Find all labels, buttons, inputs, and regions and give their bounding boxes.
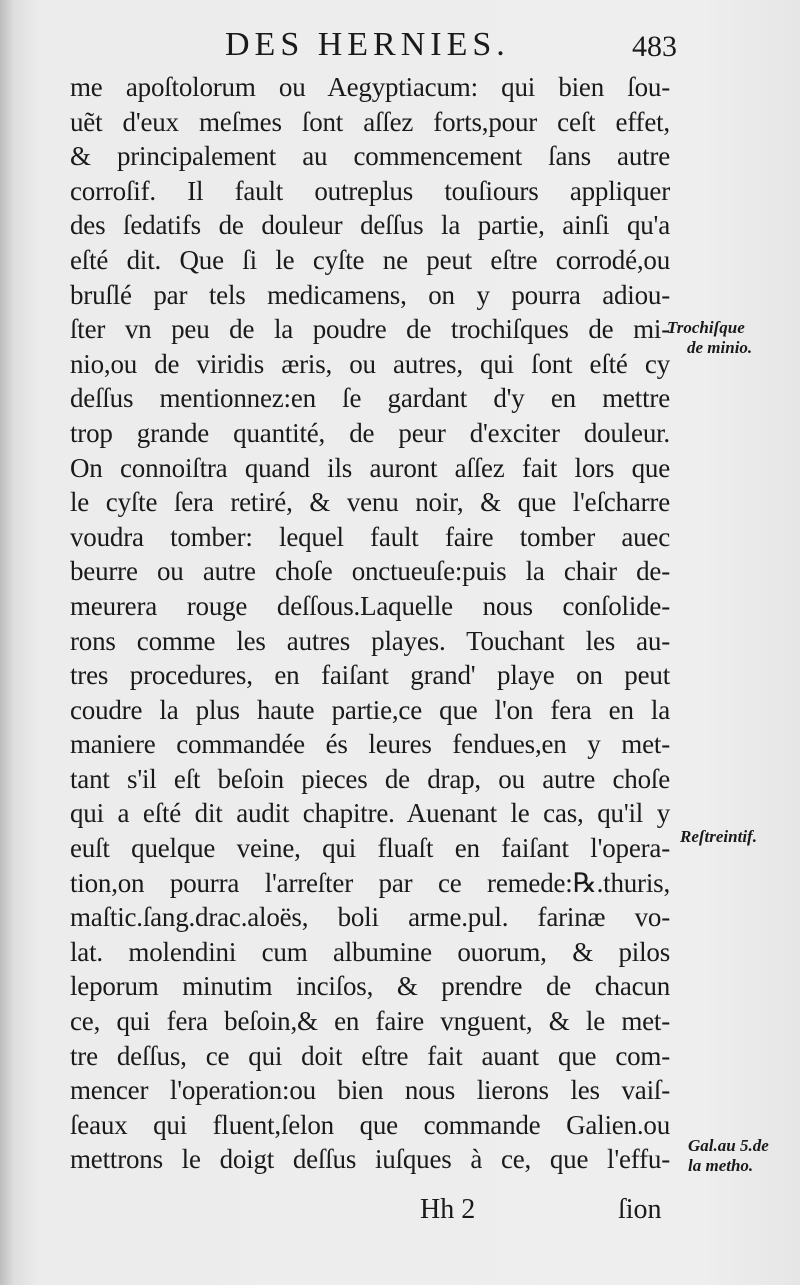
page-number: 483: [632, 30, 677, 63]
page-footer: [0, 1190, 800, 1230]
margin-note-line: Reſtreintif.: [680, 827, 757, 846]
text-line: corroſif. Il fault outreplus touſiours appliquer: [70, 175, 670, 206]
text-line: euſt quelque veine, qui fluaſt en faiſant l'opera-: [70, 833, 670, 864]
main-text-block: [70, 70, 670, 1177]
text-line: qui a eſté dit audit chapitre. Auenant le cas, qu'il y: [70, 798, 670, 829]
text-line: mencer l'operation:ou bien nous lierons les vaiſ-: [70, 1075, 670, 1106]
text-line: des ſedatifs de douleur deſſus la partie, ainſi qu'a: [70, 210, 670, 241]
margin-note-line: la metho.: [688, 1156, 754, 1175]
text-line: mettrons le doigt deſſus iuſques à ce, que l'effu-: [70, 1144, 670, 1175]
margin-note-line: Trochiſque: [667, 318, 745, 337]
text-line: coudre la plus haute partie,ce que l'on fera en la: [70, 694, 670, 725]
text-line: tre deſſus, ce qui doit eſtre fait auant que com-: [70, 1040, 670, 1071]
text-line: rons comme les autres playes. Touchant les au-: [70, 625, 670, 656]
text-line: tion,on pourra l'arreſter par ce remede:℞.thuris,: [70, 867, 670, 898]
text-line: eſté dit. Que ſi le cyſte ne peut eſtre corrodé,ou: [70, 244, 670, 275]
text-line: ſeaux qui fluent,ſelon que commande Galien.ou: [70, 1109, 670, 1140]
text-line: trop grande quantité, de peur d'exciter douleur.: [70, 417, 670, 448]
text-line: maniere commandée és leures fendues,en y met-: [70, 729, 670, 760]
text-line: tres procedures, en faiſant grand' playe on peut: [70, 660, 670, 691]
text-line: On connoiſtra quand ils auront aſſez fait lors que: [70, 452, 670, 483]
text-line: beurre ou autre choſe onctueuſe:puis la chair de-: [70, 556, 670, 587]
text-line: & principalement au commencement ſans autre: [70, 141, 670, 172]
catchword: ſion: [618, 1194, 662, 1225]
text-line: bruſlé par tels medicamens, on y pourra adiou-: [70, 279, 670, 310]
text-line: ce, qui fera beſoin,& en faire vnguent, & le met-: [70, 1006, 670, 1037]
text-line: ſter vn peu de la poudre de trochiſques de mi-: [70, 314, 670, 345]
text-line: le cyſte ſera retiré, & venu noir, & que l'eſcharre: [70, 487, 670, 518]
text-line: lat. molendini cum albumine ouorum, & pilos: [70, 936, 670, 967]
text-line: nio,ou de viridis æris, ou autres, qui ſont eſté cy: [70, 348, 670, 379]
text-line: maſtic.ſang.drac.aloës, boli arme.pul. farinæ vo-: [70, 902, 670, 933]
text-line: me apoſtolorum ou Aegyptiacum: qui bien ſou-: [70, 72, 670, 102]
running-title: DES HERNIES.: [225, 26, 510, 63]
text-line: leporum minutim inciſos, & prendre de chacun: [70, 971, 670, 1002]
text-line: deſſus mentionnez:en ſe gardant d'y en mettre: [70, 383, 670, 414]
text-line: meurera rouge deſſous.Laquelle nous conſolide-: [70, 590, 670, 621]
margin-note-restreintif: [680, 827, 757, 847]
margin-note-line: de minio.: [687, 338, 753, 357]
page-header: [0, 20, 800, 70]
margin-note-trochisque: [667, 318, 752, 358]
text-line: uẽt d'eux meſmes ſont aſſez forts,pour ceſt effet,: [70, 106, 670, 137]
signature-mark: Hh 2: [420, 1194, 476, 1225]
text-line: voudra tomber: lequel fault faire tomber auec: [70, 521, 670, 552]
text-line: tant s'il eſt beſoin pieces de drap, ou autre choſe: [70, 763, 670, 794]
margin-note-galien: [688, 1136, 769, 1176]
margin-note-line: Gal.au 5.de: [688, 1136, 769, 1155]
